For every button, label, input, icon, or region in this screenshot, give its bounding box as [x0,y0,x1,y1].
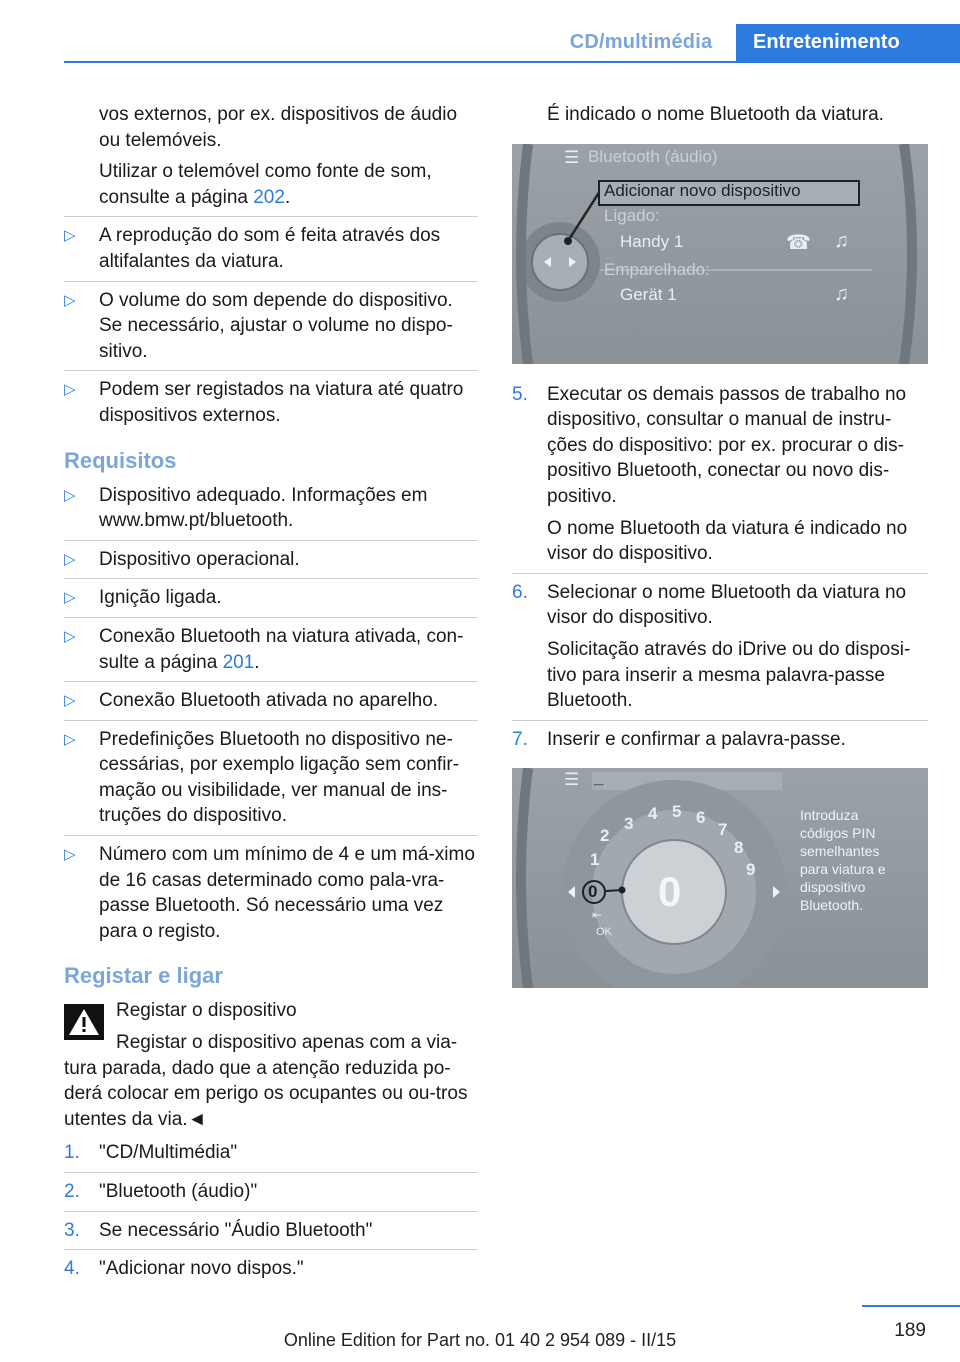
paragraph: O nome Bluetooth da viatura é indicado no visor do dispositivo. [547,517,908,565]
warning-box [64,998,478,1132]
left-column [64,102,478,1288]
group-label: Ligado: [604,205,660,225]
step-item: 6. Selecionar o nome Bluetooth da viatura no visor do dispositivo. [512,581,907,629]
device-item[interactable]: Gerät 1 [620,284,677,304]
dial-digit[interactable]: 3 [624,814,634,834]
section-heading: Requisitos [64,447,177,473]
list-item: ▷ Podem ser registados na viatura até quatro dispositivos externos. [64,379,464,426]
idrive-screen-bluetooth [512,144,928,364]
divider [64,835,478,836]
pin-hint-text: Introduza códigos PIN semelhantes para viatura e dispositivo Bluetooth. [800,807,886,914]
dial-digit[interactable]: 6 [696,808,706,828]
header-section[interactable]: CD/multimédia [569,31,713,53]
triangle-bullet-icon: ▷ [64,486,76,504]
header-chapter[interactable]: Entretenimento [736,24,960,61]
triangle-bullet-icon: ▷ [64,730,76,748]
dial-digit[interactable]: 1 [590,850,600,870]
divider [64,1249,478,1250]
dial-digit[interactable]: 4 [648,804,658,824]
screen-title-icon: ☰ [564,147,580,167]
header-rule [64,61,960,63]
list-item: ▷ Dispositivo operacional. [64,547,478,573]
warning-title: Registar o dispositivo [116,1000,297,1022]
divider [64,370,478,371]
right-column [512,102,928,1006]
triangle-bullet-icon: ▷ [64,692,76,710]
screen-frame [512,144,928,364]
divider [64,578,478,579]
footer-edition: Online Edition for Part no. 01 40 2 954 089 - II/15 [283,1330,677,1350]
page-number: 189 [894,1320,926,1341]
back-icon[interactable]: ⇤ [592,908,603,923]
dial-digit[interactable]: 7 [718,820,728,840]
divider [64,1211,478,1212]
menu-item-add-device[interactable]: Adicionar novo dispositivo [604,180,801,200]
list-item: ▷ Conexão Bluetooth na viatura ativada, con-sulte a página 201. [64,625,464,673]
divider [64,281,478,282]
dial-center-value: 0 [658,868,682,916]
divider [64,720,478,721]
divider [512,720,928,721]
step-item: 2. "Bluetooth (áudio)" [64,1181,258,1202]
dial-digit[interactable]: 2 [600,826,610,846]
paragraph: É indicado o nome Bluetooth da viatura. [547,104,884,125]
group-label: Emparelhado: [604,259,710,279]
triangle-bullet-icon: ▷ [64,227,76,245]
list-item: ▷ O volume do som depende do dispositivo. Se necessário, ajustar o volume no dispo-sitivo. [64,289,453,362]
page-number-rule [862,1305,960,1307]
triangle-bullet-icon: ▷ [64,291,76,309]
warning-text: Registar o dispositivo apenas com a via- [116,1032,458,1054]
list-item: ▷ Predefinições Bluetooth no dispositivo ne-cessárias, por exemplo ligação sem confir-mação ou visibilidade, ver manual de ins-truções do dispositivo. [64,728,460,827]
dial-digit[interactable]: 5 [672,802,682,822]
device-item[interactable]: Handy 1 [620,231,684,251]
divider [64,1172,478,1173]
divider [64,540,478,541]
triangle-bullet-icon: ▷ [64,550,76,568]
page-link[interactable]: 201 [222,651,255,673]
ok-label[interactable]: OK [596,926,612,939]
page-link[interactable]: 202 [253,186,285,208]
screen-title-icon: ☰ [564,770,580,790]
music-note-icon: ♫ [834,282,849,305]
list-item: ▷ Conexão Bluetooth ativada no aparelho. [64,688,478,714]
triangle-bullet-icon: ▷ [64,381,76,399]
idrive-screen-pin [512,768,928,988]
triangle-bullet-icon: ▷ [64,627,76,645]
music-note-icon: ♫ [834,229,849,252]
paragraph: vos externos, por ex. dispositivos de áudio ou telemóveis. [99,104,458,151]
list-item: ▷ Dispositivo adequado. Informações em www.bmw.pt/bluetooth. [64,484,428,532]
dial-digit[interactable]: 8 [734,838,744,858]
divider [64,617,478,618]
list-item: ▷ Ignição ligada. [64,585,478,611]
list-item: ▷ A reprodução do som é feita através dos altifalantes da viatura. [64,225,441,272]
screen-title: Bluetooth (áudio) [588,146,718,166]
triangle-bullet-icon: ▷ [64,589,76,607]
section-heading: Registar e ligar [64,963,223,989]
step-item: 7. Inserir e confirmar a palavra-passe. [512,728,846,750]
triangle-bullet-icon: ▷ [64,846,76,864]
step-item: 3. Se necessário "Áudio Bluetooth" [64,1219,373,1241]
step-item: 4. "Adicionar novo dispos." [64,1258,304,1280]
list-item: ▷ Número com um mínimo de 4 e um má-ximo de 16 casas determinado como pala-vra-passe Bluetooth. Só necessário uma vez para o registo. [64,844,475,942]
pin-input-cursor[interactable]: _ [594,768,604,788]
divider [512,573,928,574]
paragraph: Utilizar o telemóvel como fonte de som, consulte a página 202. [99,161,432,208]
warning-text: tura parada, dado que a atenção reduzida po-derá colocar em perigo os ocupantes ou ou-tros utentes da via.◄ [64,1057,468,1130]
warning-icon [64,1004,104,1040]
phone-icon: ☎ [786,231,811,254]
paragraph: Solicitação através do iDrive ou do disposi-tivo para inserir a mesma palavra-passe Bluetooth. [547,638,911,712]
divider [64,216,478,217]
step-item: 5. Executar os demais passos de trabalho no dispositivo, consultar o manual de instru-ções do dispositivo: por ex. procurar o dis-positivo Bluetooth, conectar ou novo dis-positivo. [512,383,907,507]
divider [64,681,478,682]
dial-digit-selected[interactable]: 0 [588,882,598,902]
step-item: 1. "CD/Multimédia" [64,1142,238,1164]
dial-digit[interactable]: 9 [746,860,756,880]
